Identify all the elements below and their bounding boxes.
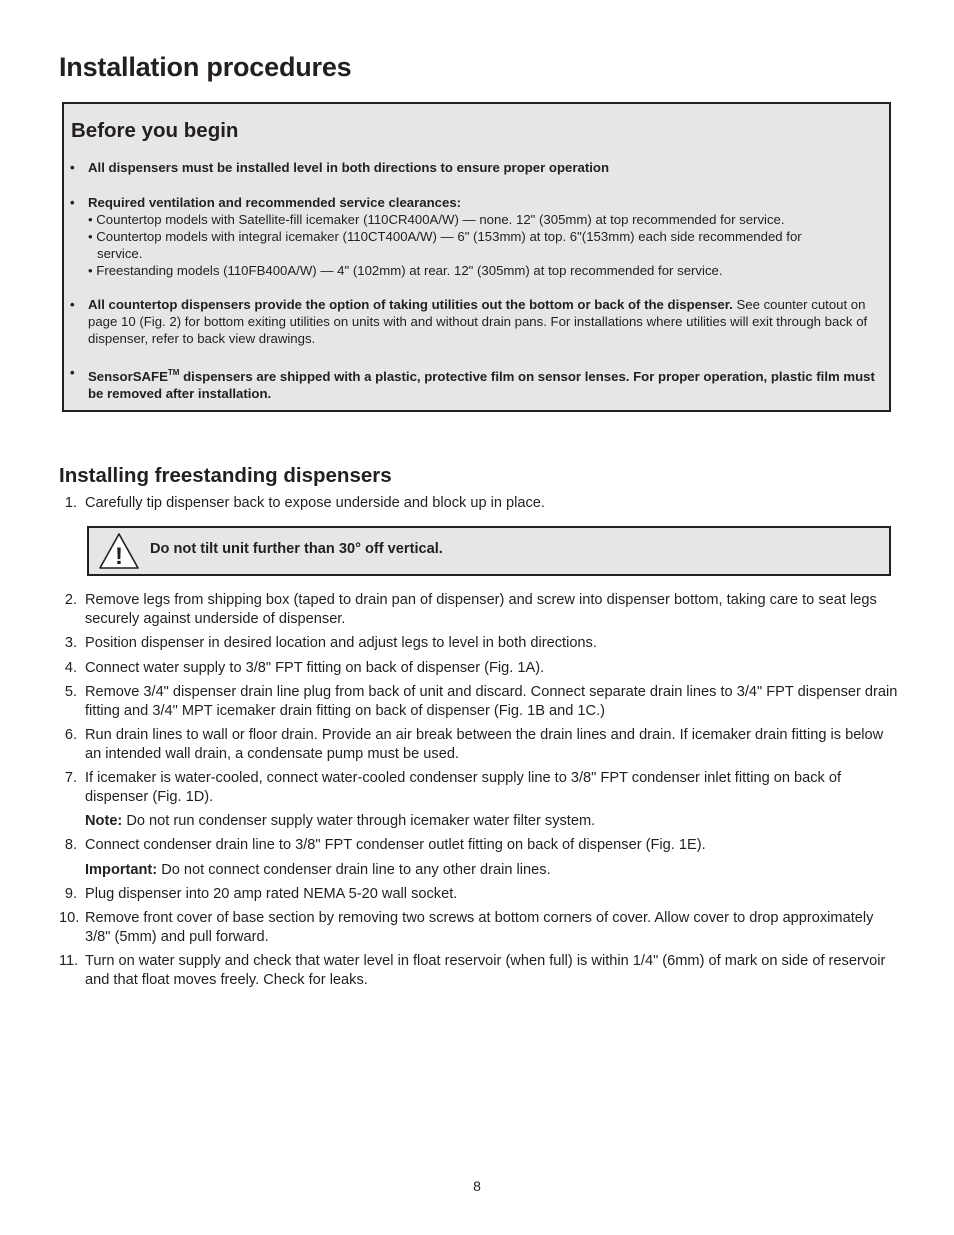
bullet-text: All countertop dispensers provide the option of taking utilities out the bottom or back of the dispenser. [88, 297, 733, 312]
bullet-text-rest: See counter cutout on page 10 (Fig. 2) for bottom exiting utilities on units with and without drain pans. For installations where utilities will exit through back of dispenser, refer to back view drawings. [88, 297, 868, 346]
trademark-mark: TM [167, 368, 180, 377]
step-text: Connect water supply to 3/8" FPT fitting on back of dispenser (Fig. 1A). [85, 660, 545, 676]
bullet-text: dispensers are shipped with a plastic, protective film on sensor lenses. For proper operation, plastic film must be removed after installation. [88, 369, 875, 401]
step-text: Plug dispenser into 20 amp rated NEMA 5-20 wall socket. [85, 886, 458, 902]
important-label: Important: [85, 862, 158, 878]
step-number: 3. [64, 635, 77, 651]
step-number: 11. [59, 953, 79, 969]
bullet-text: Required ventilation and recommended service clearances: [88, 195, 462, 210]
page-number: 8 [473, 1178, 481, 1194]
bullet-icon: • [70, 160, 75, 175]
step-text: If icemaker is water-cooled, connect water-cooled condenser supply line to 3/8" FPT condenser inlet fitting on back of dispenser (Fig. 1D). [85, 770, 842, 806]
step-number: 7. [64, 770, 77, 786]
warning-glyph: ! [115, 543, 123, 570]
warning-box [87, 526, 891, 576]
step-text: Turn on water supply and check that water level in float reservoir (when full) is within 1/4" (6mm) of mark on side of reservoir and that float moves freely. Check for leaks. [85, 953, 886, 989]
bullet-icon: • [70, 365, 75, 380]
clearance-subitem: • Countertop models with integral icemaker (110CT400A/W) — 6" (153mm) at top. 6"(153mm) each side recommended for service. [88, 229, 802, 261]
section-title: Installing freestanding dispensers [59, 464, 392, 487]
step-number: 10. [59, 910, 80, 926]
important-text: Do not connect condenser drain line to any other drain lines. [157, 862, 551, 878]
bullet-text: All dispensers must be installed level in both directions to ensure proper operation [88, 160, 610, 175]
warning-text: Do not tilt unit further than 30° off vertical. [150, 541, 443, 557]
clearance-subitem: • Freestanding models (110FB400A/W) — 4" (102mm) at rear. 12" (305mm) at top recommended for service. [88, 263, 723, 278]
page-title: Installation procedures [59, 52, 352, 82]
step-number: 8. [64, 837, 77, 853]
before-you-begin-title: Before you begin [71, 119, 239, 142]
step-text: Position dispenser in desired location and adjust legs to level in both directions. [85, 635, 597, 651]
sensorsafe-brand: SensorSAFE [88, 369, 168, 384]
step-number: 1. [64, 495, 77, 511]
warning-icon [98, 532, 140, 570]
step-number: 5. [64, 684, 77, 700]
step-text: Connect condenser drain line to 3/8" FPT condenser outlet fitting on back of dispenser (Fig. 1E). [85, 837, 706, 853]
note-text: Do not run condenser supply water through icemaker water filter system. [122, 813, 596, 829]
step-number: 2. [64, 592, 77, 608]
step-text: Remove front cover of base section by removing two screws at bottom corners of cover. Allow cover to drop approximately 3/8" (5mm) and pull forward. [85, 910, 874, 946]
note-label: Note: [85, 813, 123, 829]
step-number: 6. [64, 727, 77, 743]
step-number: 4. [64, 660, 77, 676]
step-text: Run drain lines to wall or floor drain. Provide an air break between the drain lines and drain. If icemaker drain fitting is below an intended wall drain, a condensate pump must be used. [85, 727, 884, 763]
bullet-icon: • [70, 297, 75, 312]
step-number: 9. [64, 886, 77, 902]
clearance-subitem: • Countertop models with Satellite-fill icemaker (110CR400A/W) — none. 12" (305mm) at top recommended for service. [88, 212, 785, 227]
step-text: Carefully tip dispenser back to expose underside and block up in place. [85, 495, 545, 511]
step-text: Remove 3/4" dispenser drain line plug from back of unit and discard. Connect separate drain lines to 3/4" FPT dispenser drain fitting and 3/4" MPT icemaker drain fitting on back of dispenser (Fig. 1B and 1C.) [85, 684, 898, 720]
before-you-begin-box [62, 102, 891, 412]
bullet-icon: • [70, 195, 75, 210]
step-text: Remove legs from shipping box (taped to drain pan of dispenser) and screw into dispenser bottom, taking care to seat legs securely against underside of dispenser. [85, 592, 877, 628]
